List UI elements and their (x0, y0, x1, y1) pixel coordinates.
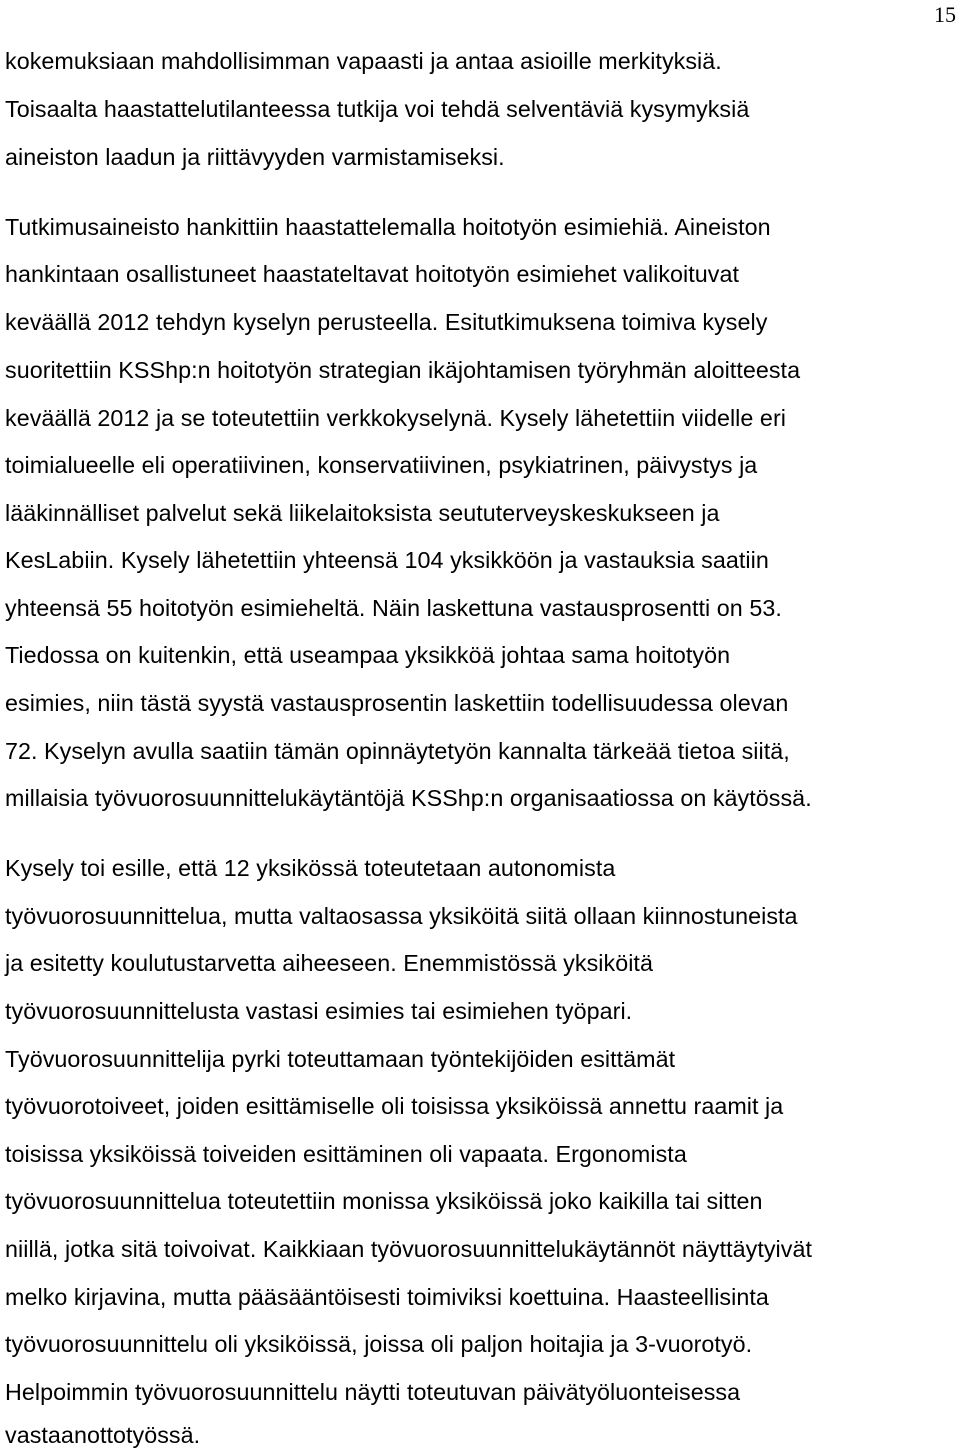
paragraph-3-line-1: Kysely toi esille, että 12 yksikössä toteutetaan autonomista (5, 855, 616, 881)
paragraph-2-line-13: millaisia työvuorosuunnittelukäytäntöjä KSShp:n organisaatiossa on käytössä. (5, 785, 812, 811)
paragraph-3-line-5: Työvuorosuunnittelija pyrki toteuttamaan työntekijöiden esittämät (5, 1046, 676, 1072)
paragraph-3-line-6: työvuorotoiveet, joiden esittämiselle oli toisissa yksiköissä annettu raamit ja (5, 1093, 784, 1119)
paragraph-3-line-11: työvuorosuunnittelu oli yksiköissä, joissa oli paljon hoitajia ja 3-vuorotyö. (5, 1331, 753, 1357)
paragraph-2-line-3: keväällä 2012 tehdyn kyselyn perusteella. Esitutkimuksena toimiva kysely (5, 309, 768, 335)
paragraph-2-line-7: lääkinnälliset palvelut sekä liikelaitoksista seututerveyskeskukseen ja (5, 500, 720, 526)
paragraph-2-line-2: hankintaan osallistuneet haastateltavat hoitotyön esimiehet valikoituvat (5, 261, 740, 287)
paragraph-3-line-2: työvuorosuunnittelua, mutta valtaosassa yksiköitä siitä ollaan kiinnostuneista (5, 903, 798, 929)
paragraph-3-line-13: vastaanottotyössä. (5, 1422, 201, 1448)
page-number: 15 (934, 2, 956, 27)
paragraph-2-line-11: esimies, niin tästä syystä vastausprosentin laskettiin todellisuudessa olevan (5, 690, 789, 716)
paragraph-2-line-10: Tiedossa on kuitenkin, että useampaa yksikköä johtaa sama hoitotyön (5, 642, 731, 668)
paragraph-3-line-12: Helpoimmin työvuorosuunnittelu näytti toteutuvan päivätyöluonteisessa (5, 1379, 741, 1405)
paragraph-3-line-10: melko kirjavina, mutta pääsääntöisesti toimiviksi koettuina. Haasteellisinta (5, 1284, 769, 1310)
paragraph-2-line-1: Tutkimusaineisto hankittiin haastattelemalla hoitotyön esimiehiä. Aineiston (5, 214, 771, 240)
paragraph-3-line-4: työvuorosuunnittelusta vastasi esimies tai esimiehen työpari. (5, 998, 633, 1024)
paragraph-2-line-8: KesLabiin. Kysely lähetettiin yhteensä 104 yksikköön ja vastauksia saatiin (5, 547, 769, 573)
paragraph-2-line-4: suoritettiin KSShp:n hoitotyön strategian ikäjohtamisen työryhmän aloitteesta (5, 357, 801, 383)
paragraph-2-line-5: keväällä 2012 ja se toteutettiin verkkokyselynä. Kysely lähetettiin viidelle eri (5, 405, 786, 431)
paragraph-1-line-2: Toisaalta haastattelutilanteessa tutkija voi tehdä selventäviä kysymyksiä (5, 96, 750, 122)
paragraph-2-line-12: 72. Kyselyn avulla saatiin tämän opinnäytetyön kannalta tärkeää tietoa siitä, (5, 738, 790, 764)
paragraph-1-line-3: aineiston laadun ja riittävyyden varmistamiseksi. (5, 144, 505, 170)
paragraph-3-line-9: niillä, jotka sitä toivoivat. Kaikkiaan työvuorosuunnittelukäytännöt näyttäytyivät (5, 1236, 812, 1262)
paragraph-1-line-1: kokemuksiaan mahdollisimman vapaasti ja antaa asioille merkityksiä. (5, 48, 722, 74)
paragraph-3-line-8: työvuorosuunnittelua toteutettiin monissa yksiköissä joko kaikilla tai sitten (5, 1188, 763, 1214)
paragraph-3-line-7: toisissa yksiköissä toiveiden esittäminen oli vapaata. Ergonomista (5, 1141, 687, 1167)
paragraph-2-line-6: toimialueelle eli operatiivinen, konservatiivinen, psykiatrinen, päivystys ja (5, 452, 758, 478)
paragraph-3-line-3: ja esitetty koulutustarvetta aiheeseen. Enemmistössä yksiköitä (5, 950, 653, 976)
paragraph-2-line-9: yhteensä 55 hoitotyön esimieheltä. Näin laskettuna vastausprosentti on 53. (5, 595, 782, 621)
